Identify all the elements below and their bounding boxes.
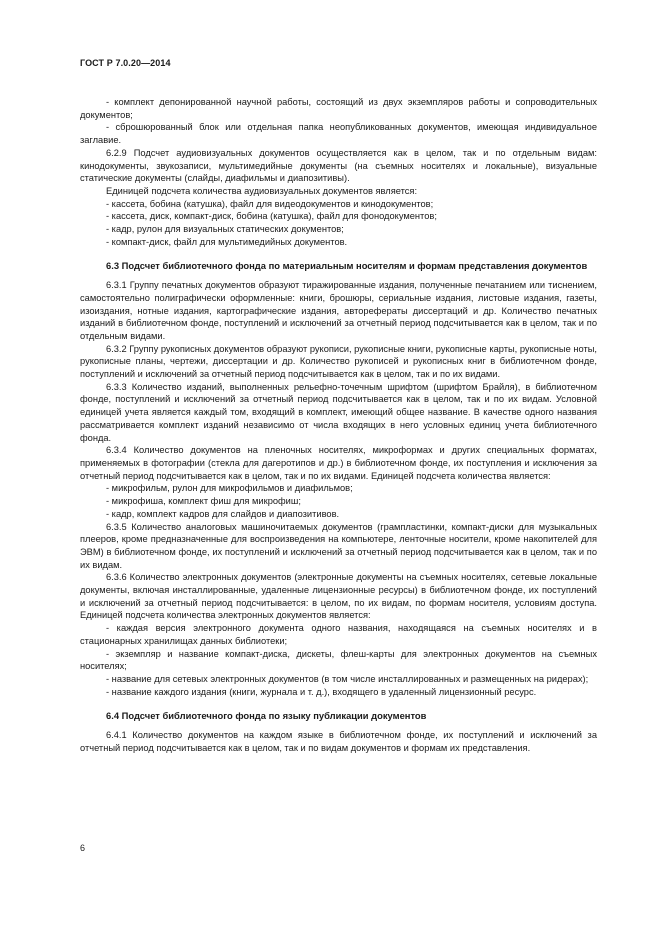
list-item: - микрофиша, комплект фиш для микрофиш; — [106, 496, 301, 507]
list-item: - название каждого издания (книги, журнала и т. д.), входящего в удаленный лицензионный ресурс. — [106, 686, 537, 697]
list-item: - кадр, комплект кадров для слайдов и диапозитивов. — [106, 508, 340, 519]
list-item: - сброшюрованный блок или отдельная папка неопубликованных документов, имеющая индивидуальное заглавие. — [80, 122, 597, 146]
list-item: - каждая версия электронного документа одного названия, находящаяся на съемных носителях и в стационарных хранилищах данных библиотеки; — [80, 623, 597, 646]
list-item: - кассета, бобина (катушка), файл для видеодокументов и кинодокументов; — [106, 198, 434, 209]
list-item: - экземпляр и название компакт-диска, дискеты, флеш-карты для электронных документов на съемных носителях; — [80, 648, 597, 672]
list-item: - компакт-диск, файл для мультимедийных документов. — [106, 236, 348, 247]
clause-6-3-2: 6.3.2 Группу рукописных документов образуют рукописи, рукописные книги, рукописные карты, рукописные ноты, рукописные планы, чертежи, диссертации и др. Количество рукописей и рукописных книг в библиотечном фонде, поступлений и исключений за отчетный период подсчитывается как в целом, так и по их видами. — [80, 343, 597, 380]
clause-6-4-1: 6.4.1 Количество документов на каждом языке в библиотечном фонде, их поступлений и исключений за отчетный период подсчитывается как в целом, так и по видам документов и формам их представления. — [80, 730, 597, 753]
list-item: - название для сетевых электронных документов (в том числе инсталлированных и размещенных на ридерах); — [106, 673, 589, 684]
section-heading-6-3: 6.3 Подсчет библиотечного фонда по материальным носителям и формам представления документов — [106, 260, 588, 272]
list-item: - кассета, диск, компакт-диск, бобина (катушка), файл для фонодокументов; — [106, 211, 437, 222]
list-item: - кадр, рулон для визуальных статических документов; — [106, 224, 344, 235]
clause-6-3-4: 6.3.4 Количество документов на пленочных носителях, микроформах и других специальных форматах, применяемых в фотографии (стекла для дагеротипов и др.) в библиотечном фонде, их поступления и исключения за отчетный период подсчитывается как в целом, так и по их видами. Единицей подсчета количества является: — [80, 445, 597, 481]
clause-6-3-5: 6.3.5 Количество аналоговых машиночитаемых документов (грампластинки, компакт-диски для музыкальных плееров, кроме предназначенные для воспроизведения на компьютере, ленточные носители, кроме накопителей для ЭВМ) в библиотечном фонде, их поступлений и исключений за отчетный период подсчитывается как в целом, так и по их видам. — [80, 521, 597, 570]
clause-6-2-9: 6.2.9 Подсчет аудиовизуальных документов осуществляется как в целом, так и по отдельным видам: кинодокументы, звукозаписи, мультимедийные документы (на съемных носителях и локальные), визуальные статические документы (слайды, диафильмы и диапозитивы). — [80, 147, 597, 184]
document-header: ГОСТ Р 7.0.20—2014 — [80, 58, 171, 68]
clause-6-3-3: 6.3.3 Количество изданий, выполненных рельефно-точечным шрифтом (шрифтом Брайля), в библиотечном фонде, поступлений и исключений за отчетный период подсчитывается как в целом, так и по их видам. Условной единицей учета является каждый том, входящий в комплект, имеющий общее название. В качестве одного названия рассматривается комплект изданий независимо от числа входящих в него условных единиц учета библиотечного фонда. — [80, 381, 597, 443]
list-item: - микрофильм, рулон для микрофильмов и диафильмов; — [106, 483, 353, 494]
clause-6-3-1: 6.3.1 Группу печатных документов образуют тиражированные издания, полученные печатанием или тиснением, самостоятельно полиграфически оформленные: книги, брошюры, сериальные издания, листовые издания, газеты, изоиздания, нотные издания, картографические издания, авторефераты диссертаций и др. Количество печатных изданий в библиотечном фонде, поступлений и исключений за отчетный период подсчитывается как в целом, так и по отдельным видами. — [80, 280, 597, 341]
section-heading-6-4: 6.4 Подсчет библиотечного фонда по языку публикации документов — [106, 710, 427, 722]
page-number: 6 — [80, 843, 86, 853]
document-body — [80, 96, 597, 754]
list-item: - комплект депонированной научной работы, состоящий из двух экземпляров работы и сопроводительных документов; — [80, 97, 597, 120]
clause-6-3-6: 6.3.6 Количество электронных документов (электронные документы на съемных носителях, сетевые локальные документы, включая инсталлированные, удаленные лицензионные ресурсы) в библиотечном фонде, их поступлений и исключений за отчетный период подсчитывается: в целом, по их видам, по формам носителя, условиям доступа. Единицей подсчета количества электронных документов является: — [80, 572, 597, 621]
paragraph: Единицей подсчета количества аудиовизуальных документов является: — [106, 185, 418, 196]
